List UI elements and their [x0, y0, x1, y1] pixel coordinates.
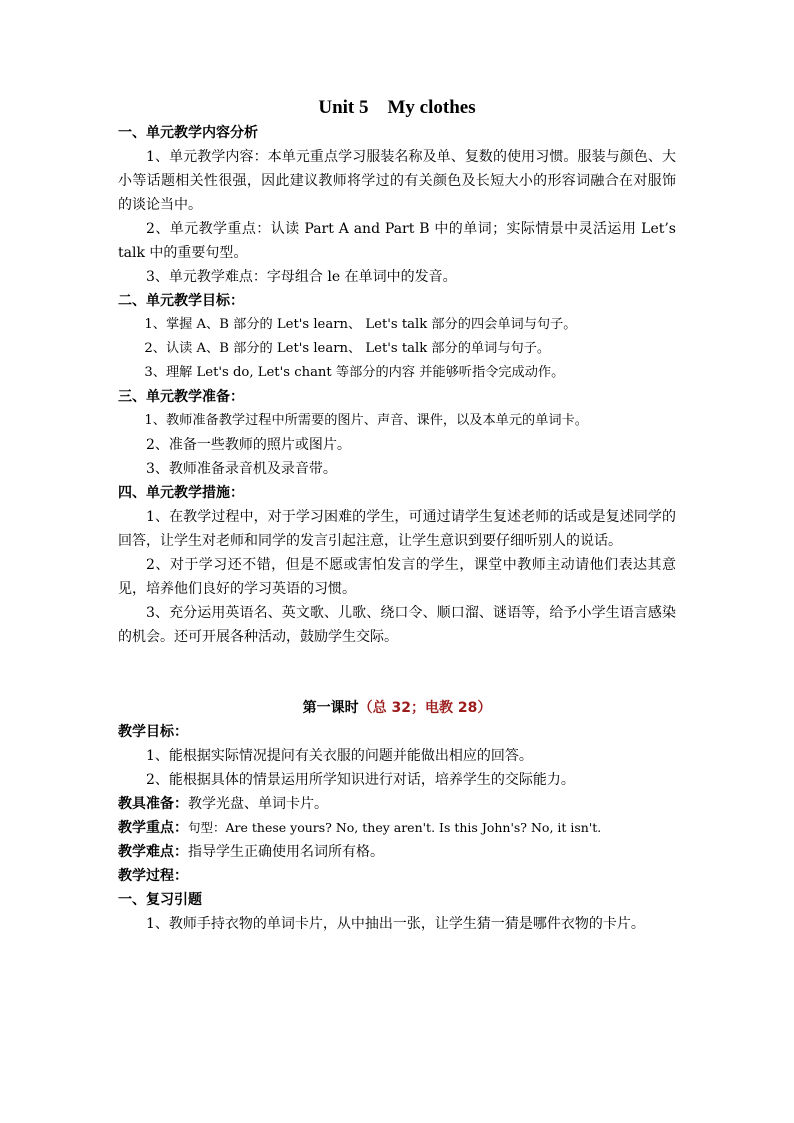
paragraph: 3、单元教学难点：字母组合 le 在单词中的发音。	[146, 269, 457, 285]
lesson-title	[118, 696, 676, 720]
step-heading: 一、复习引题	[118, 892, 202, 908]
lesson-title-note: （总 32；电教 28）	[358, 700, 492, 716]
section-heading: 二、单元教学目标：	[118, 293, 244, 309]
goal-item: 2、能根据具体的情景运用所学知识进行对话，培养学生的交际能力。	[146, 772, 575, 788]
key-value: 句型：Are these yours? No, they aren't. Is this John's? No, it isn't.	[188, 820, 602, 835]
paragraph: 1、单元教学内容：本单元重点学习服装名称及单、复数的使用习惯。服装与颜色、大小等话题相关性很强，因此建议教师将学过的有关颜色及长短大小的形容词融合在对服饰的谈论当中。	[118, 149, 676, 213]
document-page	[118, 95, 676, 936]
section-spacer	[118, 649, 676, 696]
process-label: 教学过程：	[118, 868, 188, 884]
tools-value: 教学光盘、单词卡片。	[188, 796, 328, 812]
tools-label: 教具准备：	[118, 796, 188, 812]
paragraph: 1、在教学过程中，对于学习困难的学生，可通过请学生复述老师的话或是复述同学的回答，让学生对老师和同学的发言引起注意，让学生意识到要仔细听别人的说话。	[118, 509, 676, 549]
paragraph: 3、理解 Let's do, Let's chant 等部分的内容 并能够听指令完成动作。	[144, 365, 565, 380]
difficulty-row	[118, 840, 676, 864]
paragraph: 1、掌握 A、B 部分的 Let's learn、 Let's talk 部分的四会单词与句子。	[144, 317, 577, 332]
paragraph: 2、对于学习还不错，但是不愿或害怕发言的学生，课堂中教师主动请他们表达其意见，培养他们良好的学习英语的习惯。	[118, 557, 676, 597]
key-label: 教学重点：	[118, 820, 188, 836]
section-heading: 一、单元教学内容分析	[118, 125, 258, 141]
lesson-title-main: 第一课时	[302, 700, 359, 716]
tools-row	[118, 792, 676, 816]
paragraph: 2、准备一些教师的照片或图片。	[146, 437, 351, 453]
section-heading: 四、单元教学措施：	[118, 485, 244, 501]
goal-item: 1、能根据实际情况提问有关衣服的问题并能做出相应的回答。	[146, 748, 533, 764]
section-heading: 三、单元教学准备：	[118, 389, 244, 405]
paragraph: 3、充分运用英语名、英文歌、儿歌、绕口令、顺口溜、谜语等，给予小学生语言感染的机会。还可开展各种活动，鼓励学生交际。	[118, 605, 676, 645]
goal-label: 教学目标：	[118, 724, 188, 740]
step-paragraph: 1、教师手持衣物的单词卡片，从中抽出一张，让学生猜一猜是哪件衣物的卡片。	[146, 916, 645, 932]
difficulty-label: 教学难点：	[118, 844, 188, 860]
paragraph: 1、教师准备教学过程中所需要的图片、声音、课件，以及本单元的单词卡。	[144, 413, 588, 428]
paragraph: 3、教师准备录音机及录音带。	[146, 461, 337, 477]
paragraph: 2、认读 A、B 部分的 Let's learn、 Let's talk 部分的单词与句子。	[144, 341, 551, 356]
difficulty-value: 指导学生正确使用名词所有格。	[188, 844, 384, 860]
paragraph: 2、单元教学重点：认读 Part A and Part B 中的单词；实际情景中灵活运用 Let’s talk 中的重要句型。	[118, 221, 676, 261]
document-title: Unit 5 My clothes	[318, 97, 476, 118]
key-row	[118, 816, 676, 840]
